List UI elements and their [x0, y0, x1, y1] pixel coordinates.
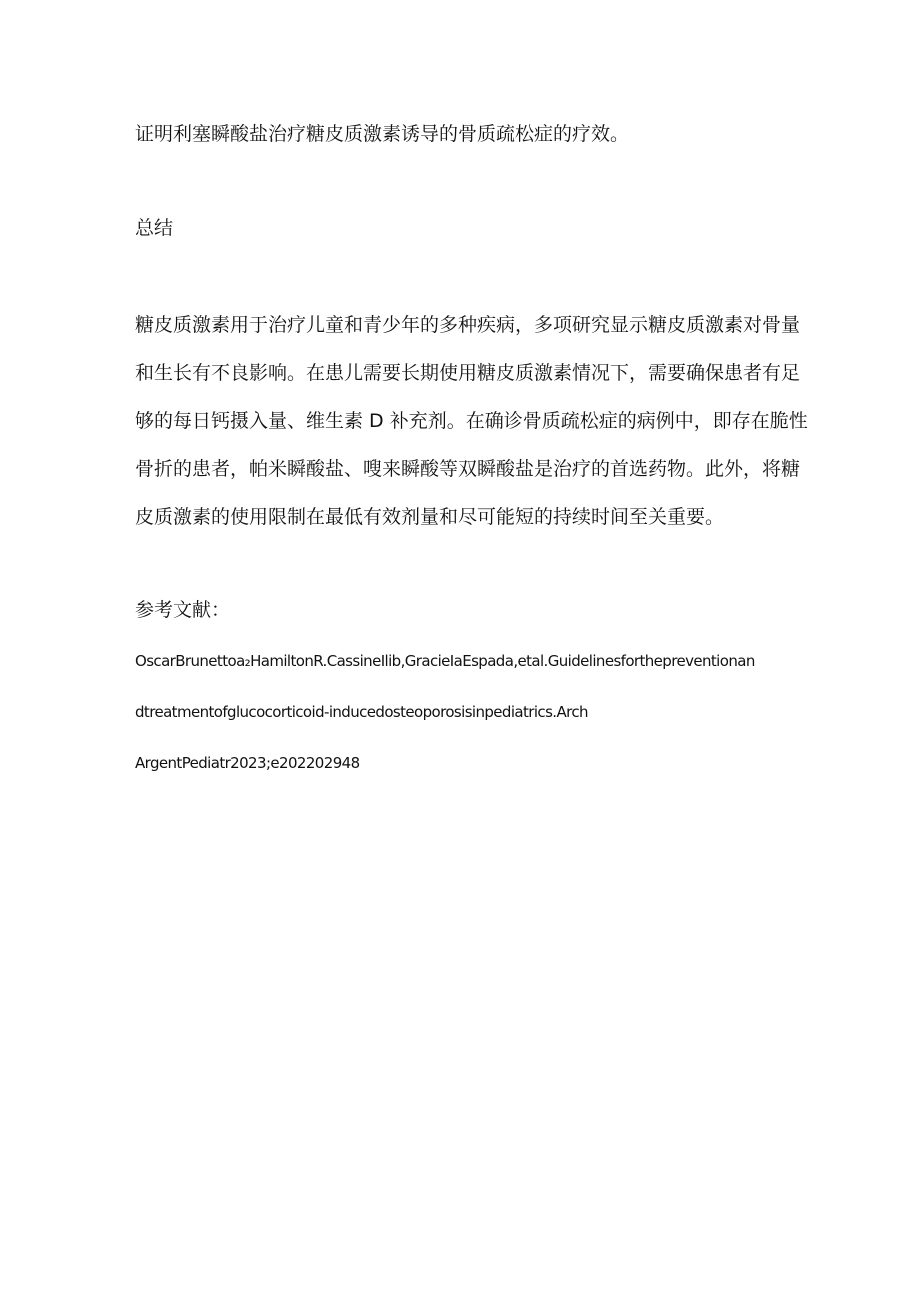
summary-line: 骨折的患者，帕米瞬酸盐、嗖来瞬酸等双瞬酸盐是治疗的首选药物。此外，将糖 [135, 458, 801, 480]
intro-paragraph: 证明利塞瞬酸盐治疗糖皮质激素诱导的骨质疏松症的疗效。 [135, 123, 630, 145]
summary-line: 糖皮质激素用于治疗儿童和青少年的多种疾病，多项研究显示糖皮质激素对骨量 [135, 314, 801, 336]
reference-line: dtreatmentofglucocorticoid-inducedosteoporosisinpediatrics.Arch [135, 703, 588, 721]
reference-line: OscarBrunettoa₂HamiltonR.CassineIlib,GracieIaEspada,etal.Guidelinesforthepreventionan [135, 652, 755, 670]
summary-heading: 总结 [135, 217, 174, 239]
references-heading: 参考文献： [135, 599, 231, 621]
summary-paragraph [135, 306, 808, 546]
summary-line: 够的每日钙摄入量、维生素 D 补充剂。在确诊骨质疏松症的病例中，即存在脆性 [135, 410, 808, 432]
summary-line: 皮质激素的使用限制在最低有效剂量和尽可能短的持续时间至关重要。 [135, 506, 725, 528]
reference-line: ArgentPediatr2023;e202202948 [135, 754, 360, 772]
reference-list [135, 644, 795, 797]
summary-line: 和生长有不良影响。在患儿需要长期使用糖皮质激素情况下，需要确保患者有足 [135, 362, 801, 384]
